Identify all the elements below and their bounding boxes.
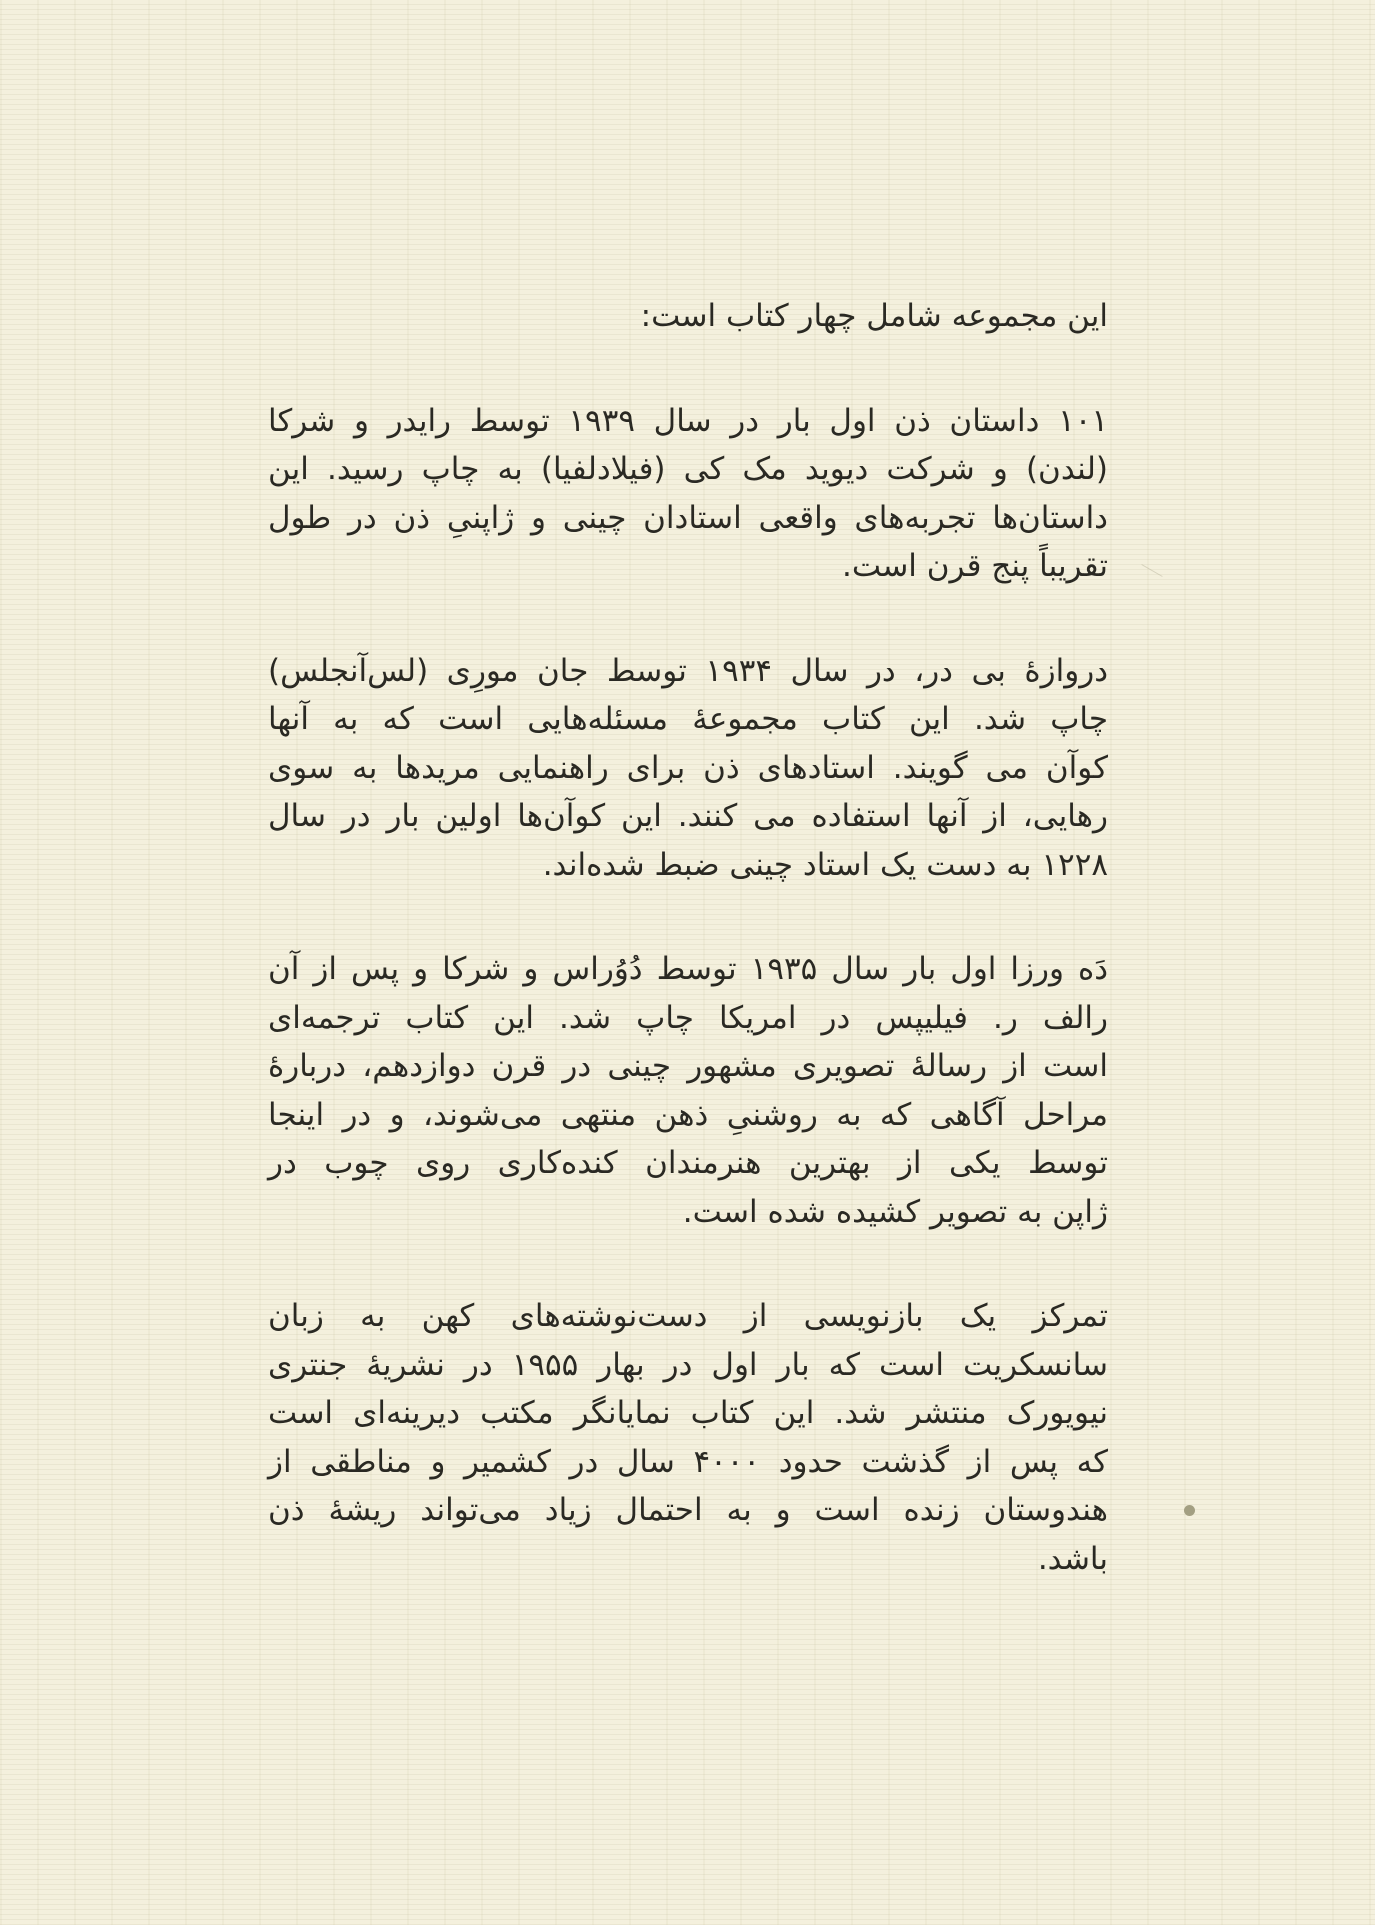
text-line: توسط یکی از بهترین هنرمندان کنده‌کاری روی چوب در	[268, 1145, 1108, 1181]
print-speck-dot	[1184, 1505, 1195, 1516]
paragraph-ten-bulls	[268, 945, 1108, 1236]
text-line: که پس از گذشت حدود ۴۰۰۰ سال در کشمیر و مناطقی از	[268, 1443, 1108, 1480]
text-line: رالف ر. فیلیپس در امریکا چاپ شد. این کتاب ترجمه‌ای	[268, 999, 1108, 1036]
text-line: است از رسالهٔ تصویری مشهور چینی در قرن دوازدهم، دربارهٔ	[268, 1048, 1108, 1084]
text-line: رهایی، از آنها استفاده می کنند. این کوآن‌ها اولین بار در سال	[268, 798, 1108, 834]
text-line: تقریباً پنج قرن است.	[842, 548, 1108, 584]
text-line: ۱۰۱ داستان ذن اول بار در سال ۱۹۳۹ توسط رایدر و شرکا	[268, 402, 1109, 439]
text-line: کوآن می گویند. استادهای ذن برای راهنمایی مریدها به سوی	[268, 749, 1108, 786]
paragraph-gateless-gate	[268, 647, 1108, 890]
text-line: دروازهٔ بی در، در سال ۱۹۳۴ توسط جان مورِی (لس‌آنجلس)	[268, 652, 1108, 689]
paper-crease-mark	[1141, 564, 1162, 577]
text-line: مراحل آگاهی که به روشنیِ ذهن منتهی می‌شوند، و در اینجا	[268, 1096, 1108, 1133]
text-line: تمرکز یک بازنویسی از دست‌نوشته‌های کهن به زبان	[268, 1298, 1108, 1334]
text-line: چاپ شد. این کتاب مجموعهٔ مسئله‌هایی است که به آنها	[268, 701, 1108, 737]
text-line: (لندن) و شرکت دیوید مک کی (فیلادلفیا) به چاپ رسید. این	[268, 451, 1108, 487]
paragraph-101-zen-stories	[268, 397, 1108, 591]
text-line: هندوستان زنده است و به احتمال زیاد می‌تواند ریشهٔ ذن	[268, 1492, 1108, 1528]
paragraph-centering	[268, 1292, 1108, 1583]
text-line: نیویورک منتشر شد. این کتاب نمایانگر مکتب دیرینه‌ای است	[268, 1395, 1108, 1431]
text-line: ۱۲۲۸ به دست یک استاد چینی ضبط شده‌اند.	[542, 846, 1108, 883]
text-line: سانسکریت است که بار اول در بهار ۱۹۵۵ در نشریهٔ جنتری	[268, 1346, 1109, 1383]
intro-sentence: این مجموعه شامل چهار کتاب است:	[640, 298, 1108, 334]
cover-text-block	[268, 292, 1108, 1583]
text-line: داستان‌ها تجربه‌های واقعی استادان چینی و ژاپنیِ ذن در طول	[268, 499, 1108, 536]
text-line: دَه ورزا اول بار سال ۱۹۳۵ توسط دُوُراس و شرکا و پس از آن	[268, 951, 1108, 987]
text-line: باشد.	[1037, 1540, 1108, 1577]
text-line: ژاپن به تصویر کشیده شده است.	[682, 1193, 1108, 1230]
